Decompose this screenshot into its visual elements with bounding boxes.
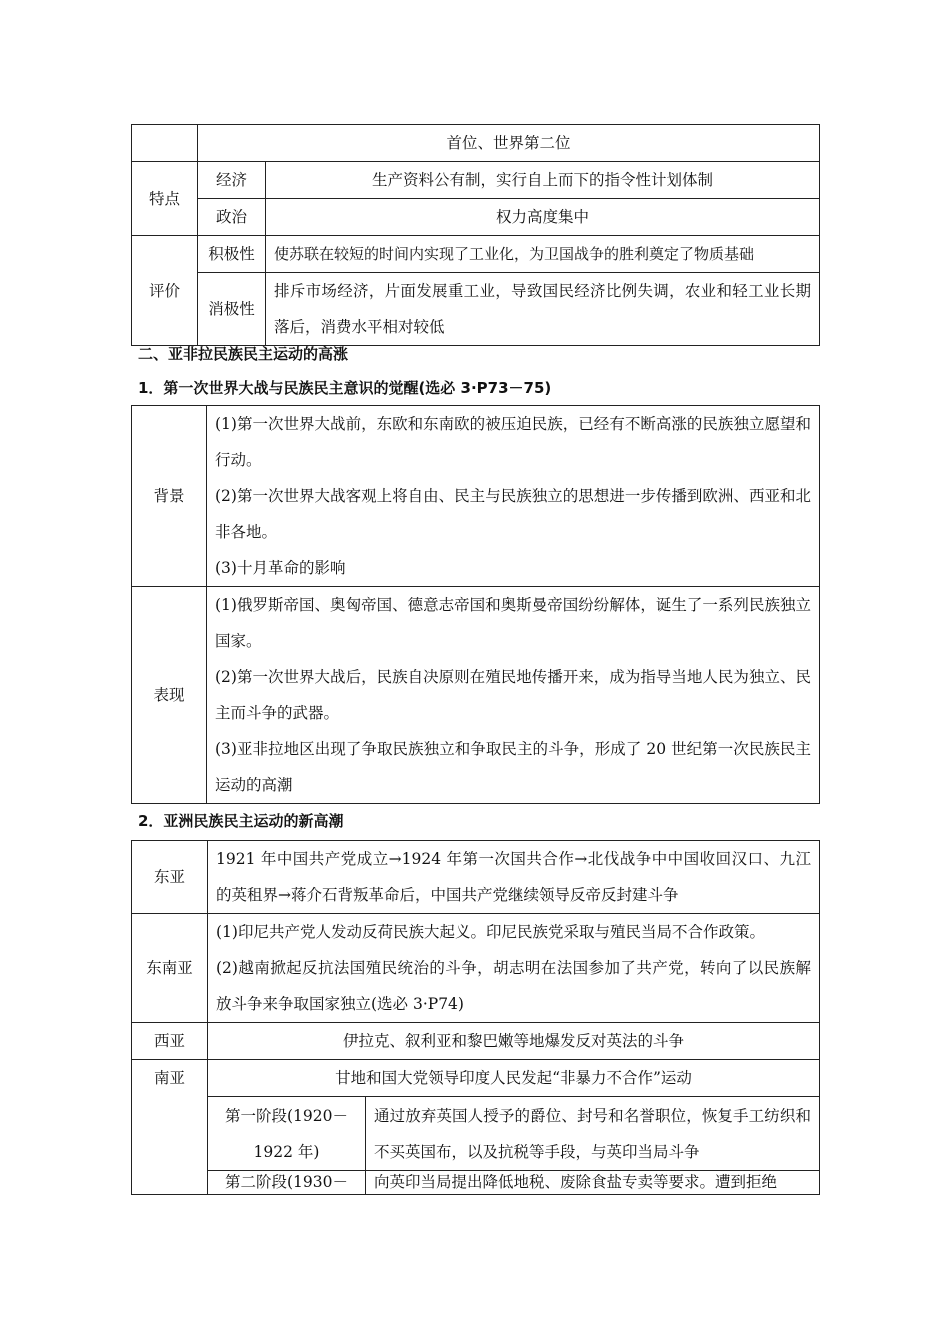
manifestation-item: (2)第一次世界大战后，民族自决原则在殖民地传播开来，成为指导当地人民为独立、民主而斗争的武器。: [215, 668, 811, 722]
negative-text: 排斥市场经济，片面发展重工业，导致国民经济比例失调，农业和轻工业长期落后，消费水平相对较低: [266, 273, 820, 346]
background-label: 背景: [132, 406, 207, 587]
stage-2-label: 第二阶段(1930－: [208, 1171, 366, 1195]
background-item: (3)十月革命的影响: [215, 559, 346, 577]
stage-1-text: 通过放弃英国人授予的爵位、封号和名誉职位，恢复手工纺织和不买英国布，以及抗税等手段，与英印当局斗争: [366, 1097, 820, 1171]
table-cell: 首位、世界第二位: [198, 125, 820, 162]
east-asia-label: 东亚: [132, 841, 208, 914]
south-asia-text: 甘地和国大党领导印度人民发起“非暴力不合作”运动: [208, 1060, 820, 1097]
southeast-asia-item: (1)印尼共产党人发动反荷民族大起义。印尼民族党采取与殖民当局不合作政策。: [216, 923, 765, 941]
economy-text: 生产资料公有制，实行自上而下的指令性计划体制: [266, 162, 820, 199]
west-asia-label: 西亚: [132, 1023, 208, 1060]
east-asia-text: 1921 年中国共产党成立→1924 年第一次国共合作→北伐战争中中国收回汉口、九江的英租界→蒋介石背叛革命后，中国共产党继续领导反帝反封建斗争: [208, 841, 820, 914]
features-label: 特点: [132, 162, 198, 236]
economy-label: 经济: [198, 162, 266, 199]
manifestation-item: (1)俄罗斯帝国、奥匈帝国、德意志帝国和奥斯曼帝国纷纷解体，诞生了一系列民族独立国家。: [215, 596, 811, 650]
south-asia-label: 南亚: [132, 1060, 208, 1195]
asia-movement-table: [131, 840, 820, 1195]
politics-label: 政治: [198, 199, 266, 236]
table-cell-empty: [132, 125, 198, 162]
negative-label: 消极性: [198, 273, 266, 346]
stage-1-label: 第一阶段(1920－1922 年): [208, 1097, 366, 1171]
evaluation-label: 评价: [132, 236, 198, 346]
positive-text: 使苏联在较短的时间内实现了工业化，为卫国战争的胜利奠定了物质基础: [266, 236, 820, 273]
stage-2-text: 向英印当局提出降低地税、废除食盐专卖等要求。遭到拒绝: [366, 1171, 820, 1195]
manifestation-item: (3)亚非拉地区出现了争取民族独立和争取民主的斗争，形成了 20 世纪第一次民族民主运动的高潮: [215, 740, 811, 794]
background-item: (2)第一次世界大战客观上将自由、民主与民族独立的思想进一步传播到欧洲、西亚和北非各地。: [215, 487, 811, 541]
southeast-asia-cell: [208, 914, 820, 1023]
background-item: (1)第一次世界大战前，东欧和东南欧的被压迫民族，已经有不断高涨的民族独立愿望和行动。: [215, 415, 811, 469]
positive-label: 积极性: [198, 236, 266, 273]
southeast-asia-label: 东南亚: [132, 914, 208, 1023]
manifestation-cell: [207, 587, 820, 804]
politics-text: 权力高度集中: [266, 199, 820, 236]
soviet-model-table: [131, 124, 820, 346]
manifestation-label: 表现: [132, 587, 207, 804]
section-heading: 二、亚非拉民族民主运动的高涨: [138, 345, 349, 363]
awakening-table: [131, 405, 820, 804]
subsection-heading-2: 2．亚洲民族民主运动的新高潮: [138, 812, 344, 830]
west-asia-text: 伊拉克、叙利亚和黎巴嫩等地爆发反对英法的斗争: [208, 1023, 820, 1060]
background-cell: [207, 406, 820, 587]
southeast-asia-item: (2)越南掀起反抗法国殖民统治的斗争，胡志明在法国参加了共产党，转向了以民族解放斗争来争取国家独立(选必 3·P74): [216, 959, 811, 1013]
subsection-heading-1: 1．第一次世界大战与民族民主意识的觉醒(选必 3·P73－75): [138, 379, 552, 397]
